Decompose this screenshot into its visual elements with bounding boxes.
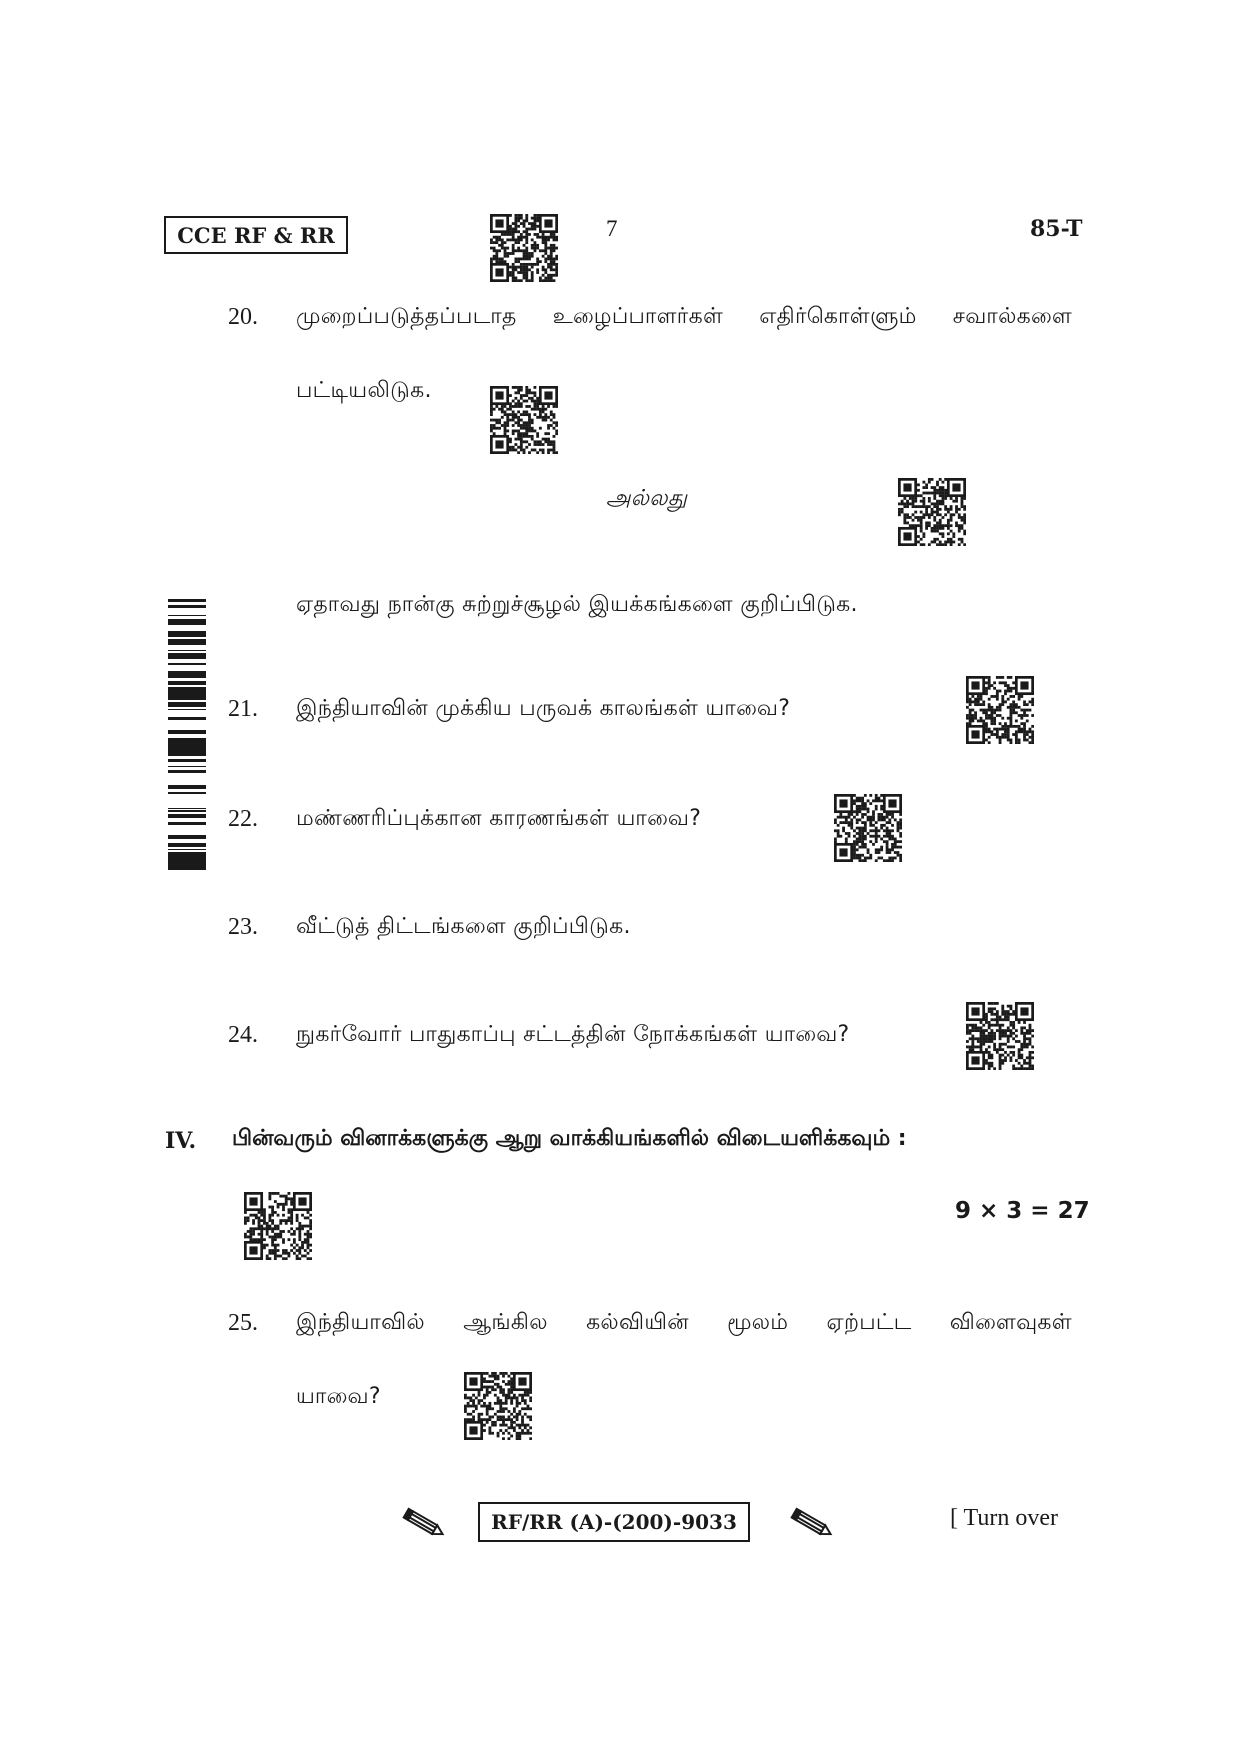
word: ஆங்கில <box>463 1310 548 1335</box>
page-number: 7 <box>606 216 618 241</box>
word: இந்தியாவில் <box>296 1310 425 1335</box>
word: எதிர்கொள்ளும் <box>759 304 917 329</box>
qr-code-icon <box>490 386 558 454</box>
question-20-line1 <box>296 304 1072 332</box>
word: உழைப்பாளர்கள் <box>552 304 724 329</box>
question-number: 22. <box>228 806 258 832</box>
exam-code-box: CCE RF & RR <box>164 216 348 254</box>
question-22-text: மண்ணரிப்புக்கான காரணங்கள் யாவை? <box>296 806 702 831</box>
paper-code: 85-T <box>1030 216 1083 242</box>
question-23-text: வீட்டுத் திட்டங்களை குறிப்பிடுக. <box>296 914 631 939</box>
turn-over-note: [ Turn over <box>950 1505 1059 1531</box>
word: சவால்களை <box>952 304 1072 329</box>
question-25-line1 <box>296 1310 1072 1338</box>
question-20-line2: பட்டியலிடுக. <box>296 378 432 403</box>
word: விளைவுகள் <box>949 1310 1072 1335</box>
question-number: 23. <box>228 914 258 940</box>
qr-code-icon <box>834 794 902 862</box>
question-21-text: இந்தியாவின் முக்கிய பருவக் காலங்கள் யாவை? <box>296 696 791 721</box>
pencil-icon <box>398 1506 448 1542</box>
word: மூலம் <box>727 1310 789 1335</box>
qr-code-icon <box>244 1192 312 1260</box>
question-20-alternative: ஏதாவது நான்கு சுற்றுச்சூழல் இயக்கங்களை குறிப்பிடுக. <box>296 592 858 617</box>
question-number: 21. <box>228 696 258 722</box>
question-25-line2: யாவை? <box>296 1384 381 1409</box>
qr-code-icon <box>898 478 966 546</box>
or-label: அல்லது <box>606 486 688 511</box>
word: ஏற்பட்ட <box>826 1310 912 1335</box>
marks-allocation: 9 × 3 = 27 <box>955 1198 1090 1224</box>
footer-paper-code: RF/RR (A)-(200)-9033 <box>478 1502 750 1542</box>
qr-code-icon <box>464 1372 532 1440</box>
question-24-text: நுகர்வோர் பாதுகாப்பு சட்டத்தின் நோக்கங்கள் யாவை? <box>296 1022 850 1047</box>
pencil-icon <box>786 1506 836 1542</box>
question-number: 24. <box>228 1022 258 1048</box>
qr-code-icon <box>966 1002 1034 1070</box>
qr-code-icon <box>490 214 558 282</box>
section-title: பின்வரும் வினாக்களுக்கு ஆறு வாக்கியங்களில் விடையளிக்கவும் : <box>232 1126 907 1151</box>
qr-code-icon <box>966 676 1034 744</box>
word: முறைப்படுத்தப்படாத <box>296 304 517 329</box>
question-number: 25. <box>228 1310 258 1336</box>
word: கல்வியின் <box>586 1310 689 1335</box>
section-number: IV. <box>165 1128 197 1154</box>
question-number: 20. <box>228 304 258 330</box>
barcode-icon <box>168 588 206 878</box>
